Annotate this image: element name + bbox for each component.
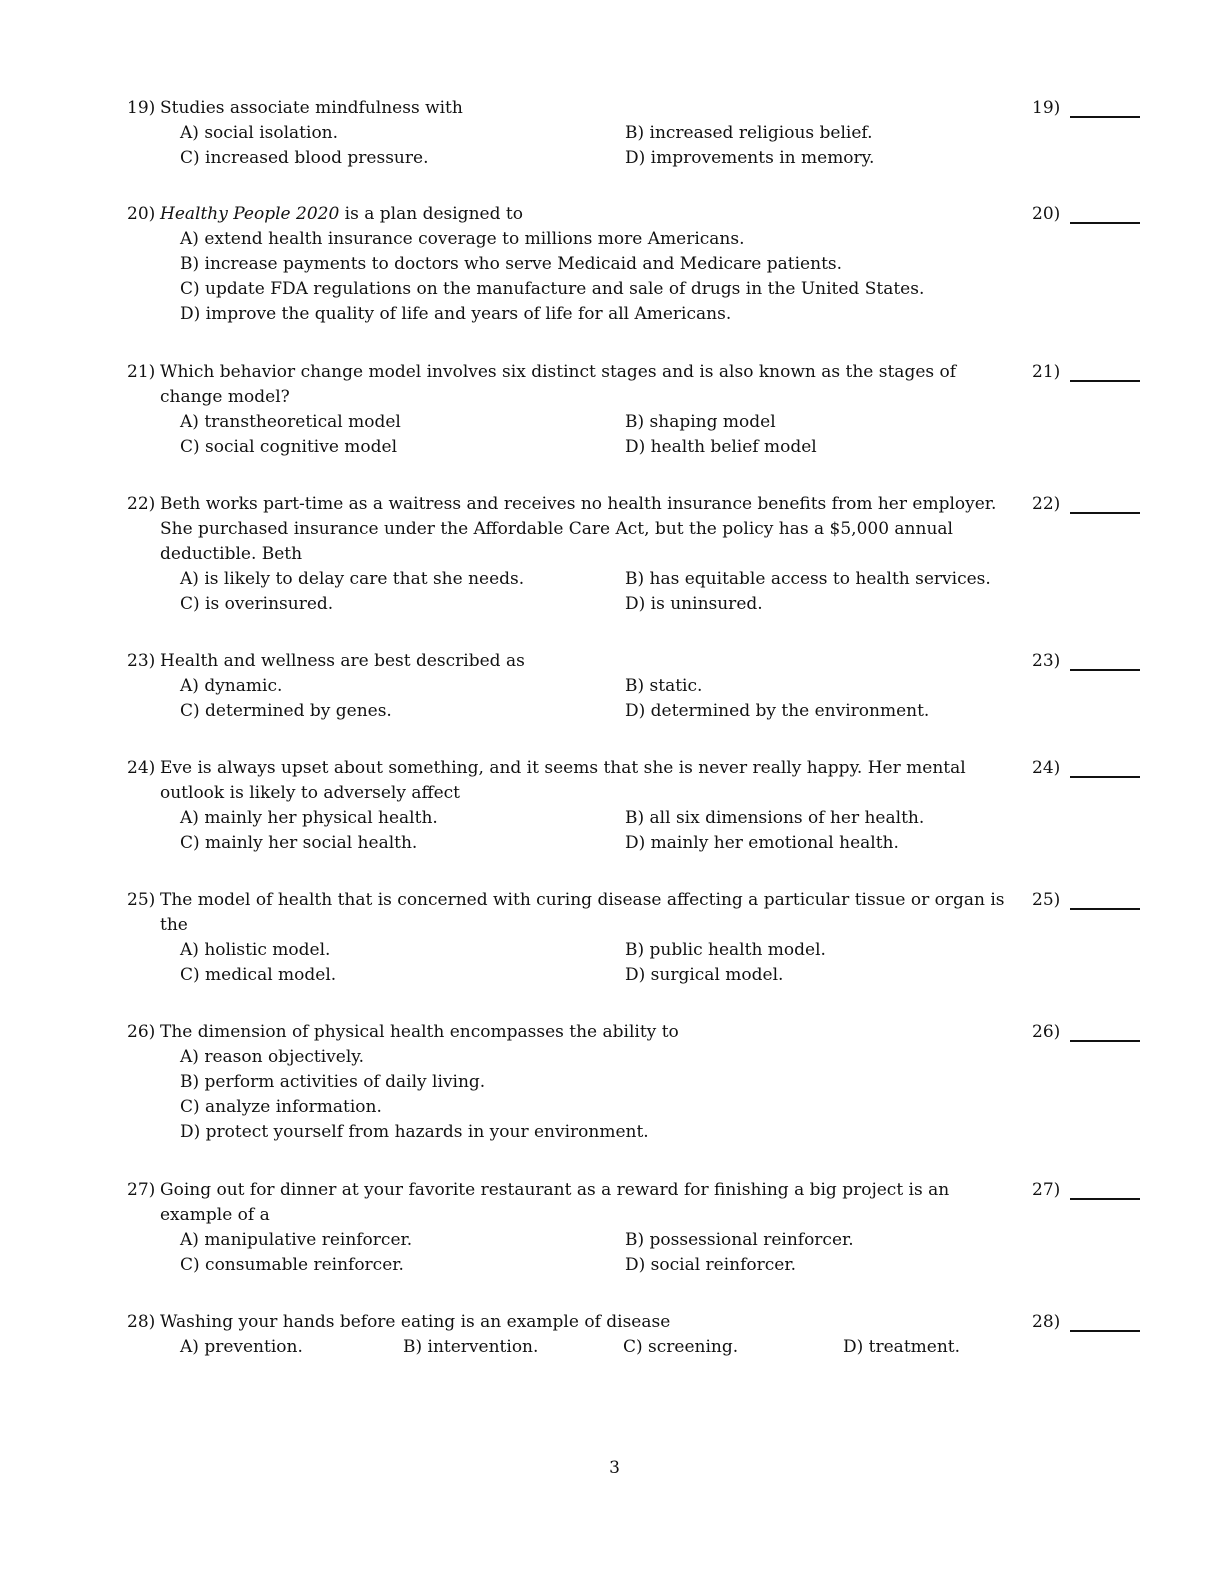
question-number: 21) (127, 362, 156, 382)
option-d: D) surgical model. (625, 965, 784, 985)
answer-blank[interactable] (1070, 512, 1140, 514)
answer-label: 20) (1032, 204, 1061, 224)
option-c: C) is overinsured. (180, 594, 334, 614)
option-a: A) transtheoretical model (180, 412, 401, 432)
option-c: C) screening. (623, 1337, 739, 1357)
question-stem: Which behavior change model involves six distinct stages and is also known as the stages of change model? (160, 362, 957, 407)
answer-label: 25) (1032, 890, 1061, 910)
answer-label: 19) (1032, 98, 1061, 118)
option-a: A) reason objectively. (180, 1047, 365, 1067)
option-c: C) update FDA regulations on the manufacture and sale of drugs in the United States. (180, 279, 925, 299)
option-d: D) improvements in memory. (625, 148, 875, 168)
answer-label: 22) (1032, 494, 1061, 514)
answer-label: 27) (1032, 1180, 1061, 1200)
question-stem-rest: is a plan designed to (339, 204, 523, 224)
option-c: C) mainly her social health. (180, 833, 418, 853)
question-27 (127, 1178, 1147, 1278)
option-b: B) shaping model (625, 412, 776, 432)
answer-label: 21) (1032, 362, 1061, 382)
option-b: B) has equitable access to health services. (625, 569, 991, 589)
answer-label: 28) (1032, 1312, 1061, 1332)
question-number: 27) (127, 1180, 156, 1200)
question-stem: Beth works part-time as a waitress and receives no health insurance benefits from her employer. She purchased insurance under the Affordable Care Act, but the policy has a $5,000 annual deductible. Beth (160, 494, 997, 564)
option-b: B) possessional reinforcer. (625, 1230, 854, 1250)
question-23 (127, 649, 1147, 724)
question-number: 28) (127, 1312, 156, 1332)
question-stem: Studies associate mindfulness with (160, 98, 463, 118)
answer-label: 26) (1032, 1022, 1061, 1042)
option-d: D) is uninsured. (625, 594, 763, 614)
question-22 (127, 492, 1147, 617)
option-d: D) mainly her emotional health. (625, 833, 899, 853)
option-a: A) dynamic. (180, 676, 283, 696)
answer-blank[interactable] (1070, 1040, 1140, 1042)
answer-blank[interactable] (1070, 669, 1140, 671)
option-c: C) determined by genes. (180, 701, 392, 721)
option-d: D) social reinforcer. (625, 1255, 797, 1275)
answer-blank[interactable] (1070, 776, 1140, 778)
publication-title: Healthy People 2020 (160, 204, 340, 224)
answer-label: 24) (1032, 758, 1061, 778)
question-24 (127, 756, 1147, 856)
question-number: 24) (127, 758, 156, 778)
question-stem: Eve is always upset about something, and it seems that she is never really happy. Her mental outlook is likely to adversely affect (160, 758, 966, 803)
page-number: 3 (609, 1458, 620, 1478)
option-a: A) social isolation. (180, 123, 339, 143)
option-a: A) extend health insurance coverage to millions more Americans. (180, 229, 745, 249)
question-stem: Health and wellness are best described as (160, 651, 525, 671)
question-19 (127, 96, 1147, 171)
answer-blank[interactable] (1070, 380, 1140, 382)
question-20 (127, 202, 1147, 327)
question-25 (127, 888, 1147, 988)
option-d: D) protect yourself from hazards in your environment. (180, 1122, 649, 1142)
option-b: B) intervention. (403, 1337, 539, 1357)
option-a: A) mainly her physical health. (180, 808, 438, 828)
answer-blank[interactable] (1070, 1330, 1140, 1332)
question-26 (127, 1020, 1147, 1145)
option-b: B) all six dimensions of her health. (625, 808, 925, 828)
question-21 (127, 360, 1147, 460)
option-c: C) medical model. (180, 965, 337, 985)
option-b: B) increase payments to doctors who serve Medicaid and Medicare patients. (180, 254, 843, 274)
answer-blank[interactable] (1070, 908, 1140, 910)
option-b: B) perform activities of daily living. (180, 1072, 486, 1092)
question-number: 19) (127, 98, 156, 118)
answer-blank[interactable] (1070, 116, 1140, 118)
answer-blank[interactable] (1070, 222, 1140, 224)
option-d: D) health belief model (625, 437, 817, 457)
option-c: C) consumable reinforcer. (180, 1255, 404, 1275)
option-b: B) public health model. (625, 940, 826, 960)
question-number: 22) (127, 494, 156, 514)
question-number: 25) (127, 890, 156, 910)
option-a: A) holistic model. (180, 940, 331, 960)
question-number: 26) (127, 1022, 156, 1042)
question-28 (127, 1310, 1147, 1360)
answer-blank[interactable] (1070, 1198, 1140, 1200)
question-stem: Washing your hands before eating is an example of disease (160, 1312, 671, 1332)
option-c: C) increased blood pressure. (180, 148, 429, 168)
option-c: C) social cognitive model (180, 437, 398, 457)
option-c: C) analyze information. (180, 1097, 382, 1117)
answer-label: 23) (1032, 651, 1061, 671)
question-number: 23) (127, 651, 156, 671)
option-a: A) is likely to delay care that she needs. (180, 569, 525, 589)
question-stem: The model of health that is concerned with curing disease affecting a particular tissue or organ is the (160, 890, 1005, 935)
option-a: A) prevention. (180, 1337, 303, 1357)
question-number: 20) (127, 204, 156, 224)
option-d: D) determined by the environment. (625, 701, 930, 721)
option-b: B) static. (625, 676, 703, 696)
option-d: D) improve the quality of life and years of life for all Americans. (180, 304, 732, 324)
option-a: A) manipulative reinforcer. (180, 1230, 413, 1250)
option-b: B) increased religious belief. (625, 123, 873, 143)
option-d: D) treatment. (843, 1337, 961, 1357)
question-stem (160, 202, 1020, 227)
question-stem: Going out for dinner at your favorite restaurant as a reward for finishing a big project is an example of a (160, 1180, 950, 1225)
question-stem: The dimension of physical health encompasses the ability to (160, 1022, 679, 1042)
